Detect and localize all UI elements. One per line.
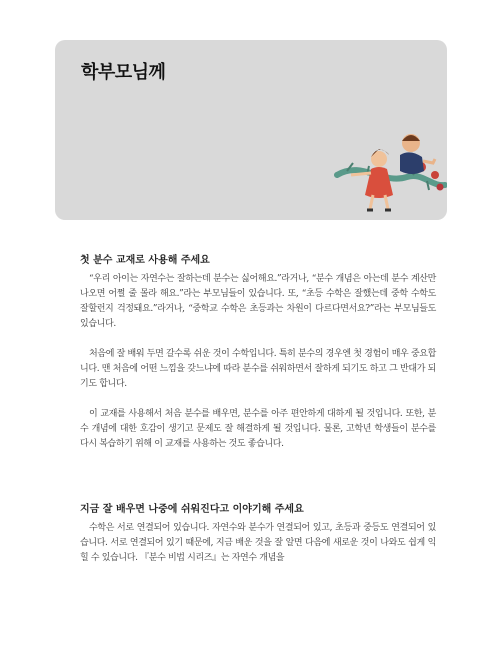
header-banner (55, 40, 447, 220)
paragraph: 이 교재를 사용해서 처음 분수를 배우면, 분수를 아주 편안하게 대하게 될 것입니다. 또한, 분수 개념에 대한 호감이 생기고 문제도 잘 해결하게 될 것입니다. 물론, 고학년 학생들이 분수를 다시 복습하기 위해 이 교재를 사용하는 것도 좋습니다. (80, 409, 436, 449)
paragraph: 처음에 잘 배워 두면 갈수록 쉬운 것이 수학입니다. 특히 분수의 경우엔 첫 경험이 매우 중요합니다. 맨 처음에 어떤 느낌을 갖느냐에 따라 분수를 쉬워하면서 잘하게 되기도 하고 그 반대가 되기도 합니다. (80, 349, 436, 389)
section-heading-first-textbook: 첫 분수 교재로 사용해 주세요 (80, 255, 210, 266)
section-heading-learn-now: 지금 잘 배우면 나중에 쉬워진다고 이야기해 주세요 (80, 504, 304, 515)
paragraph: 수학은 서로 연결되어 있습니다. 자연수와 분수가 연결되어 있고, 초등과 중등도 연결되어 있습니다. 서로 연결되어 있기 때문에, 지금 배운 것을 잘 알면 다음에 새로운 것이 나와도 쉽게 익힐 수 있습니다. 『분수 비법 시리즈』는 자연수 개념을 (80, 523, 436, 563)
paragraph: “우리 아이는 자연수는 잘하는데 분수는 싫어해요.”라거나, “분수 개념은 아는데 분수 계산만 나오면 어쩔 줄 몰라 해요.”라는 부모님들이 있습니다. 또, “초등 수학은 잘했는데 중학 수학도 잘할런지 걱정돼요.”라거나, “중학교 수학은 초등과는 차원이 다르다면서요?”라는 부모님들도 있습니다. (80, 274, 436, 329)
page-title: 학부모님께 (81, 62, 166, 83)
children-playing-with-vine-illustration (327, 115, 447, 225)
